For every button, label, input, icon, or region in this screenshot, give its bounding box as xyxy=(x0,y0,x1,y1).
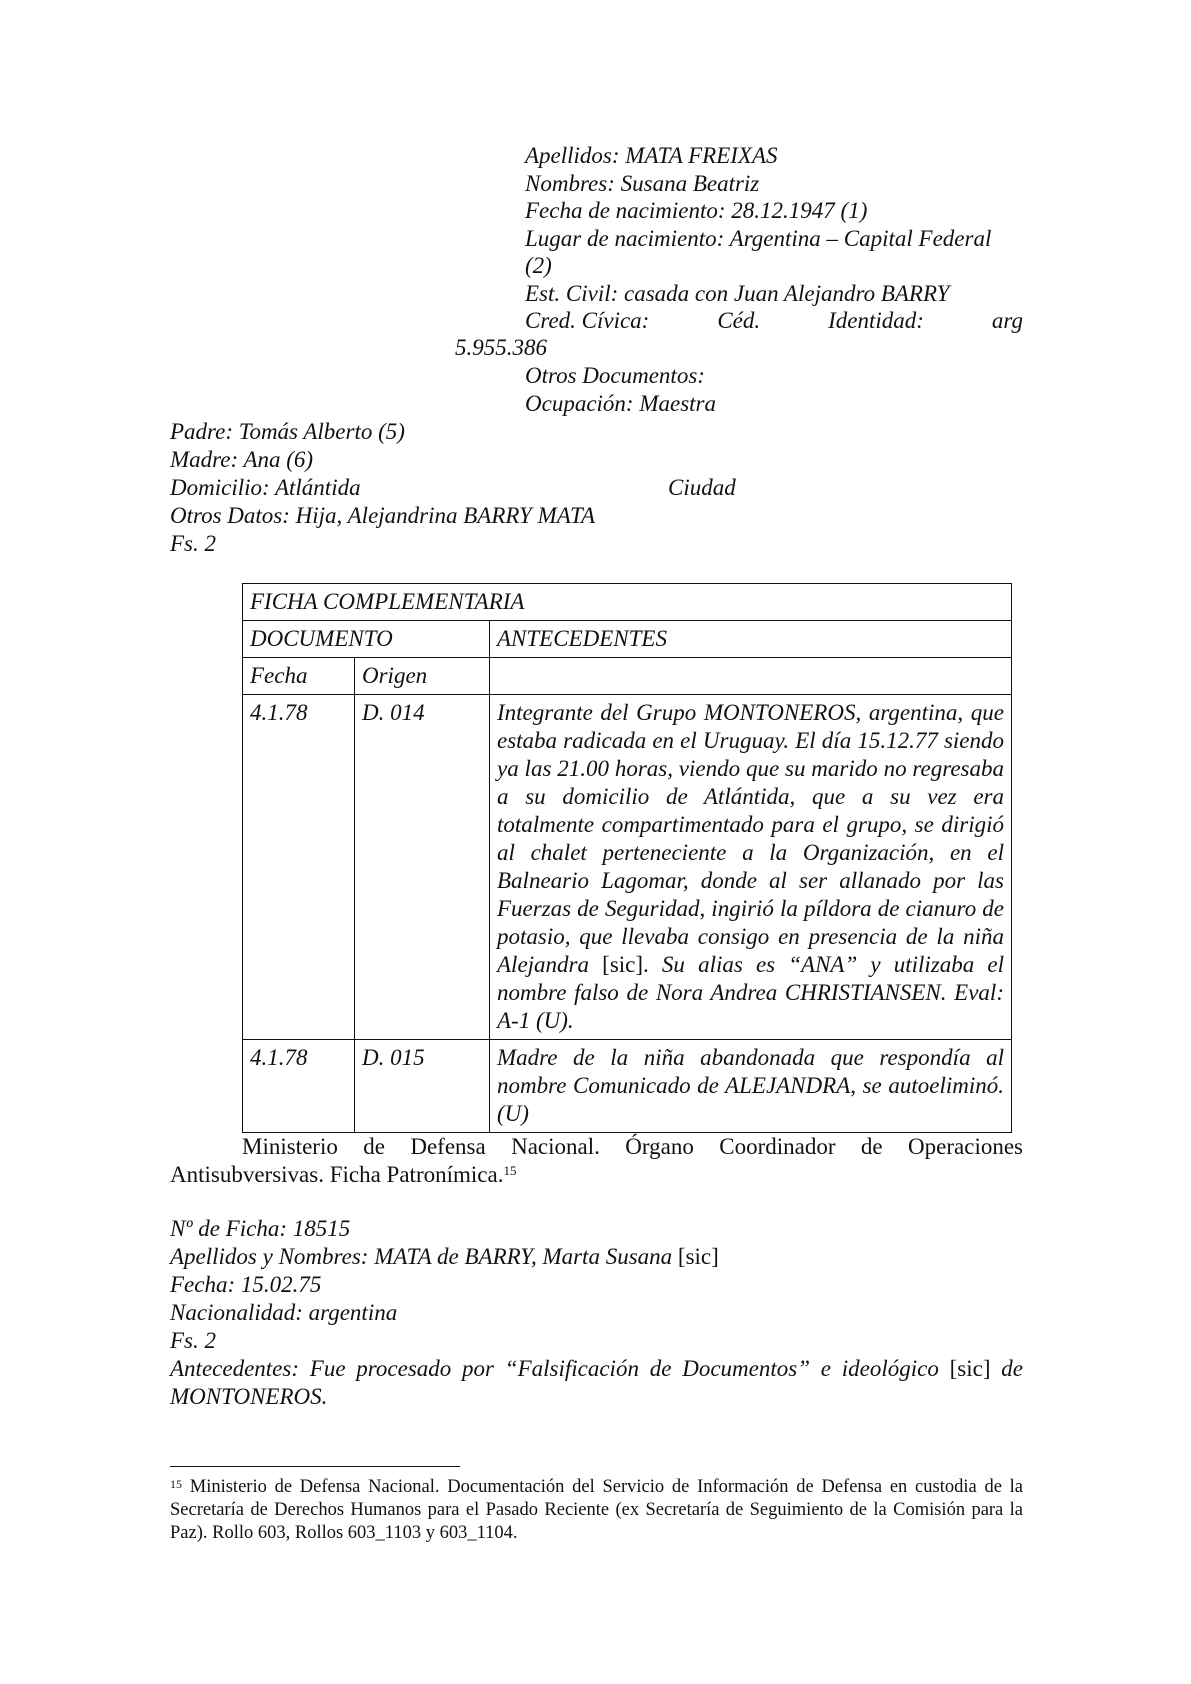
table-row xyxy=(243,1040,1012,1133)
ced-label: Céd. xyxy=(717,308,761,333)
sub-empty xyxy=(490,658,1012,695)
ministry-text: Ministerio de Defensa Nacional. Órgano Coordinador de Operaciones Antisubversivas. Ficha Patronímica. xyxy=(170,1134,1023,1187)
domicilio-line: Domicilio: Atlántida xyxy=(170,475,361,500)
madre-line: Madre: Ana (6) xyxy=(170,447,314,472)
ficha-fs-line: Fs. 2 xyxy=(170,1328,216,1353)
row-origen: D. 014 xyxy=(355,695,490,1040)
nacionalidad-line: Nacionalidad: argentina xyxy=(170,1300,398,1325)
nombres-line: Nombres: Susana Beatriz xyxy=(525,170,760,196)
footnote-text: Ministerio de Defensa Nacional. Documentación del Servicio de Información de Defensa en custodia de la Secretaría de Derechos Humanos para el Pasado Reciente (ex Secretaría de Seguimiento de la Comisión para la Paz). Rollo 603, Rollos 603_1103 y 603_1104. xyxy=(170,1477,1023,1543)
table-title-row xyxy=(243,584,1012,621)
fs-line: Fs. 2 xyxy=(170,531,216,556)
apellidos-nombres-line xyxy=(170,1243,719,1271)
table-subheader-row xyxy=(243,658,1012,695)
table-header-row xyxy=(243,621,1012,658)
apellidos-line: Apellidos: MATA FREIXAS xyxy=(525,143,778,168)
padre-line: Padre: Tomás Alberto (5) xyxy=(170,419,405,444)
row-antecedentes: Madre de la niña abandonada que respondía al nombre Comunicado de ALEJANDRA, se autoeliminó. (U) xyxy=(490,1040,1012,1133)
row-fecha: 4.1.78 xyxy=(243,1040,355,1133)
cred-civica-label: Cred. Cívica: xyxy=(525,308,650,333)
cred-civica-line xyxy=(525,307,1023,335)
row-origen: D. 015 xyxy=(355,1040,490,1133)
row-fecha: 4.1.78 xyxy=(243,695,355,1040)
antecedentes-text-cont: Su alias es “ANA” y utilizaba el nombre falso de Nora Andrea CHRISTIANSEN. Eval: A-1 (U). xyxy=(497,952,1005,1033)
sic-mark: [sic] xyxy=(949,1356,991,1381)
otros-datos-line: Otros Datos: Hija, Alejandrina BARRY MATA xyxy=(170,503,596,528)
lugar-nacimiento-line: Lugar de nacimiento: Argentina – Capital Federal xyxy=(525,225,992,251)
footnote xyxy=(170,1476,1023,1545)
footnote-number: 15 xyxy=(170,1477,182,1491)
sic-mark: [sic] xyxy=(677,1244,719,1269)
identidad-label: Identidad: xyxy=(828,308,924,333)
col-documento: DOCUMENTO xyxy=(243,621,490,658)
estado-civil-line: Est. Civil: casada con Juan Alejandro BARRY xyxy=(525,280,950,306)
ciudad-label: Ciudad xyxy=(668,475,736,500)
ministry-paragraph xyxy=(170,1133,1023,1189)
ficha-fecha-line: Fecha: 15.02.75 xyxy=(170,1272,322,1297)
sic-mark: [sic]. xyxy=(602,952,649,977)
numero-ficha-line: Nº de Ficha: 18515 xyxy=(170,1216,351,1241)
table-title: FICHA COMPLEMENTARIA xyxy=(243,584,1012,621)
antecedentes-text-cont: de MONTONEROS. xyxy=(170,1356,1023,1409)
antecedentes-text: Antecedentes: Fue procesado por “Falsificación de Documentos” e ideológico xyxy=(170,1356,939,1381)
antecedentes-paragraph xyxy=(170,1355,1023,1411)
otros-documentos-line: Otros Documentos: xyxy=(525,363,705,388)
col-antecedentes: ANTECEDENTES xyxy=(490,621,1012,658)
sub-origen: Origen xyxy=(355,658,490,695)
footnote-ref: 15 xyxy=(503,1163,517,1178)
antecedentes-text: Integrante del Grupo MONTONEROS, argentina, que estaba radicada en el Uruguay. El día 15.12.77 siendo ya las 21.00 horas, viendo que su marido no regresaba a su domicilio de Atlántida, que a su vez era totalmente compartimentado para el grupo, se dirigió al chalet perteneciente a la Organización, en el Balneario Lagomar, donde al ser allanado por las Fuerzas de Seguridad, ingirió la píldora de cianuro de potasio, que llevaba consigo en presencia de la niña Alejandra xyxy=(497,700,1004,977)
ficha-complementaria-table xyxy=(242,583,1012,1133)
fecha-nacimiento-line: Fecha de nacimiento: 28.12.1947 (1) xyxy=(525,198,868,223)
personal-data-block xyxy=(525,142,1025,335)
arg-label: arg xyxy=(991,308,1023,333)
lugar-nacimiento-cont: (2) xyxy=(525,253,552,278)
apellidos-nombres-text: Apellidos y Nombres: MATA de BARRY, Marta Susana xyxy=(170,1244,673,1269)
ocupacion-line: Ocupación: Maestra xyxy=(525,391,716,416)
row-antecedentes xyxy=(490,695,1012,1040)
footnote-divider xyxy=(170,1466,460,1467)
sub-fecha: Fecha xyxy=(243,658,355,695)
table-row xyxy=(243,695,1012,1040)
doc-number: 5.955.386 xyxy=(455,335,547,360)
